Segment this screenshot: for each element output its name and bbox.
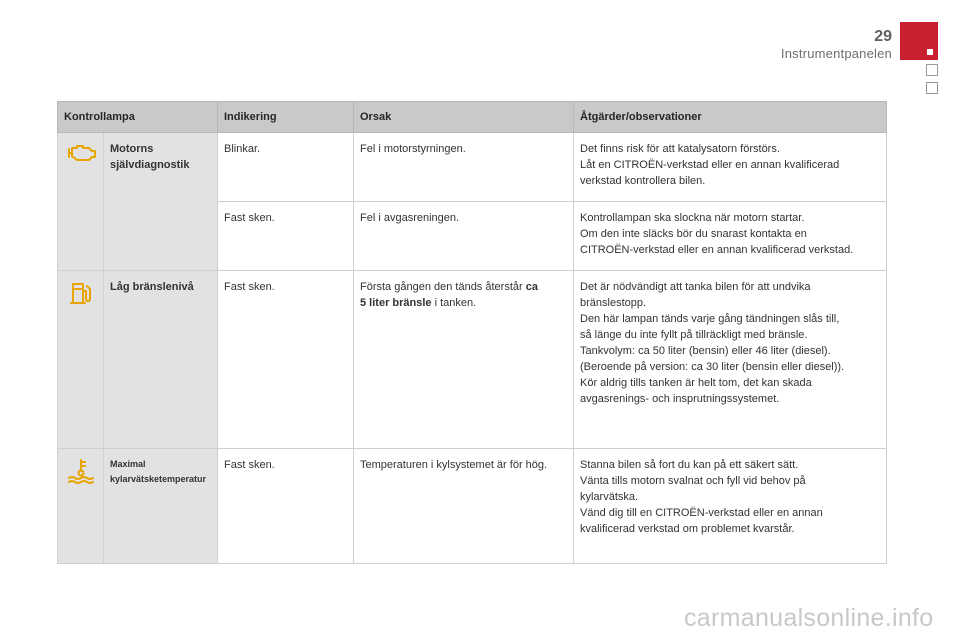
action-line: Låt en CITROËN-verkstad eller en annan kvalificerad (580, 159, 840, 171)
action-line: Det finns risk för att katalysatorn förstörs. (580, 143, 780, 155)
table-row (58, 449, 887, 564)
column-header-kontrollampa: Kontrollampa (58, 102, 218, 133)
chapter-marker-box (926, 82, 938, 94)
table-header-row (58, 102, 887, 133)
cause-emphasis: ca (525, 281, 538, 293)
action-line: Vänta tills motorn svalnat och fyll vid behov på (580, 475, 806, 487)
action-line: Den här lampan tänds varje gång tändningen slås till, (580, 313, 840, 325)
table-row (58, 133, 887, 202)
action-line: avgasrenings- och insprutningssystemet. (580, 393, 780, 405)
action-line: kylarvätska. (580, 491, 639, 503)
lamp-name-cell (104, 133, 218, 271)
action-line: Tankvolym: ca 50 liter (bensin) eller 46 liter (diesel). (580, 345, 831, 357)
table-row (58, 271, 887, 449)
action-line: kvalificerad verkstad om problemet kvarstår. (580, 523, 795, 535)
action-cell (574, 271, 887, 449)
lamp-name-line: Motorns (110, 143, 154, 155)
chapter-tab-square (927, 49, 933, 55)
chapter-marker-box (926, 64, 938, 76)
warning-lamp-table (57, 101, 887, 564)
indication-cell: Blinkar. (218, 133, 354, 202)
action-line: Kontrollampan ska slockna när motorn startar. (580, 212, 805, 224)
lamp-icon-cell (58, 133, 104, 271)
indication-cell: Fast sken. (218, 449, 354, 564)
action-line: bränslestopp. (580, 297, 647, 309)
action-line: verkstad kontrollera bilen. (580, 175, 706, 187)
column-header-atgarder: Åtgärder/observationer (574, 102, 887, 133)
lamp-name-line: Låg bränslenivå (110, 281, 194, 293)
action-line: Det är nödvändigt att tanka bilen för att undvika (580, 281, 811, 293)
action-cell (574, 202, 887, 271)
action-line: Om den inte släcks bör du snarast kontakta en (580, 228, 807, 240)
action-line: CITROËN-verkstad eller en annan kvalificerad verkstad. (580, 244, 854, 256)
indication-cell: Fast sken. (218, 271, 354, 449)
indication-cell: Fast sken. (218, 202, 354, 271)
column-header-indikering: Indikering (218, 102, 354, 133)
cause-cell: Temperaturen i kylsystemet är för hög. (354, 449, 574, 564)
action-line: Stanna bilen så fort du kan på ett säkert sätt. (580, 459, 799, 471)
action-cell (574, 449, 887, 564)
cause-cell (354, 271, 574, 449)
lamp-name-cell (104, 449, 218, 564)
section-title: Instrumentpanelen (780, 46, 892, 61)
action-line: (Beroende på version: ca 30 liter (bensin eller diesel)). (580, 361, 845, 373)
page-number: 29 (874, 28, 892, 45)
cause-cell: Fel i avgasreningen. (354, 202, 574, 271)
engine-check-icon (64, 156, 100, 168)
cause-cell: Fel i motorstyrningen. (354, 133, 574, 202)
action-cell (574, 133, 887, 202)
action-line: så länge du inte fyllt på tillräckligt med bränsle. (580, 329, 808, 341)
cause-text: i tanken. (431, 297, 477, 309)
lamp-icon-cell (58, 271, 104, 449)
lamp-name-line: självdiagnostik (110, 159, 190, 171)
watermark-text: carmanualsonline.info (684, 604, 934, 632)
lamp-name-cell (104, 271, 218, 449)
lamp-name-line: Maximal (110, 459, 146, 469)
action-line: Vänd dig till en CITROËN-verkstad eller en annan (580, 507, 823, 519)
cause-text: Första gången den tänds återstår (360, 281, 523, 293)
cause-emphasis: 5 liter bränsle (360, 297, 432, 309)
chapter-tab-marker (900, 22, 938, 60)
lamp-name-line: kylarvätsketemperatur (110, 474, 207, 484)
coolant-temperature-icon (66, 476, 96, 488)
fuel-pump-icon (69, 298, 93, 310)
column-header-orsak: Orsak (354, 102, 574, 133)
lamp-icon-cell (58, 449, 104, 564)
action-line: Kör aldrig tills tanken är helt tom, det kan skada (580, 377, 812, 389)
